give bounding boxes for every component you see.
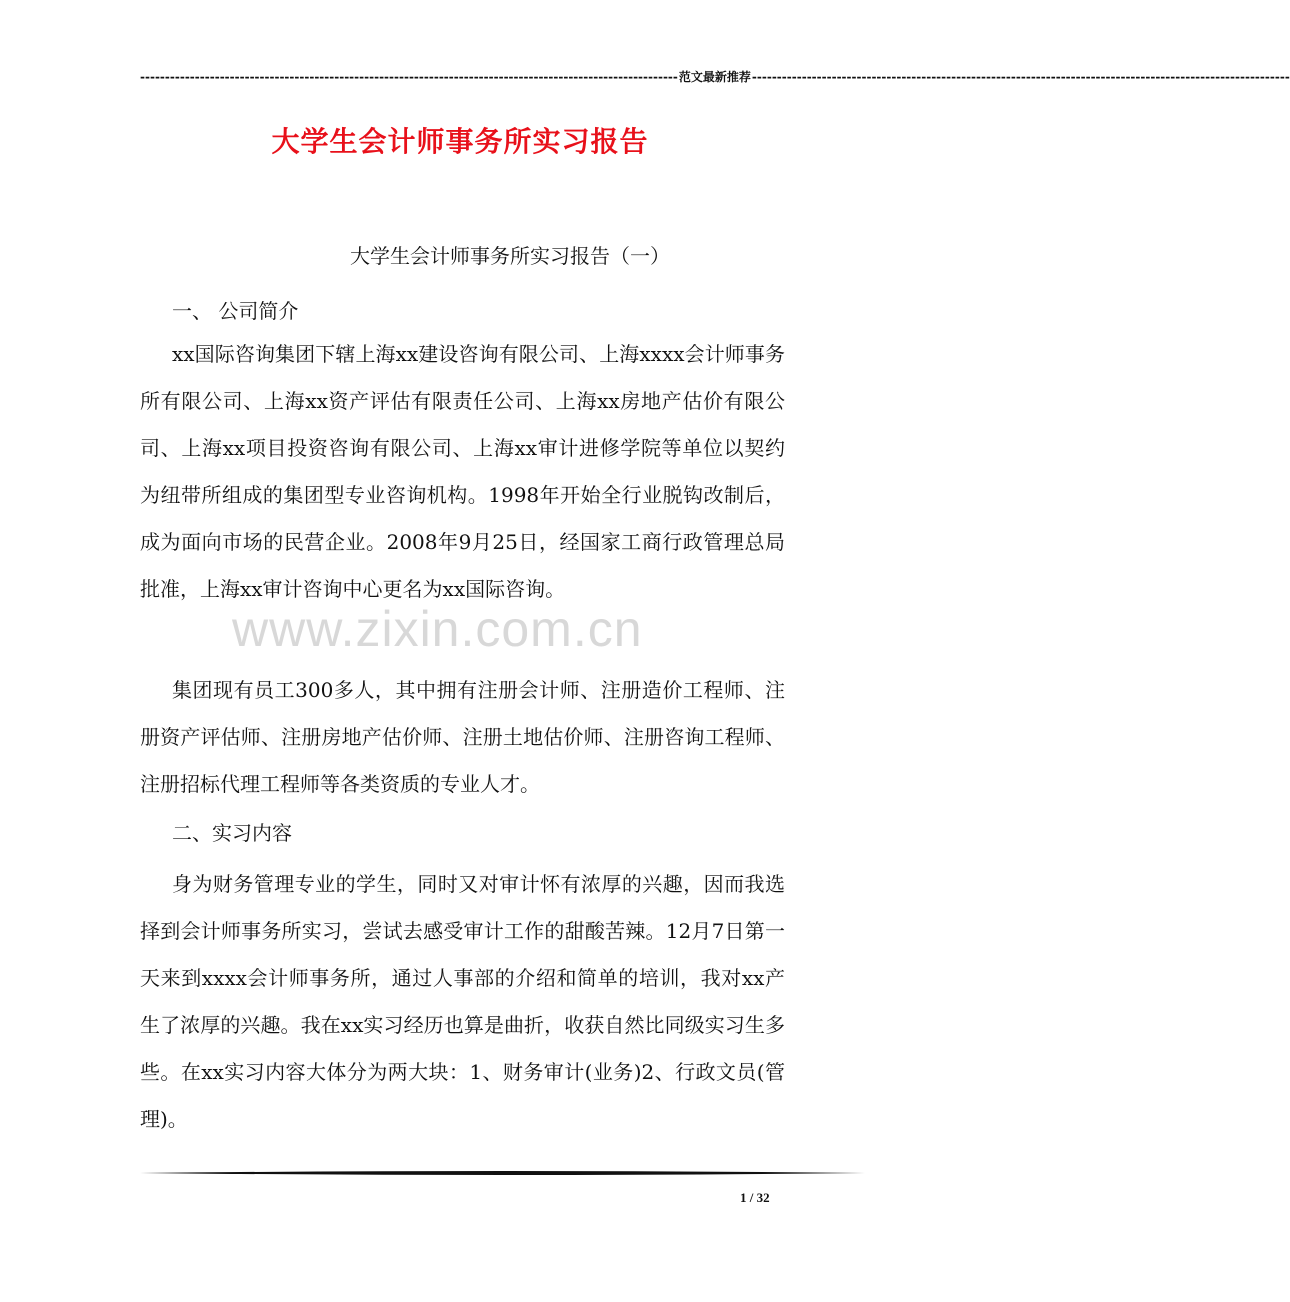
page-number: 1 / 32 — [740, 1190, 770, 1205]
document-title: 大学生会计师事务所实习报告 — [271, 125, 649, 158]
header-rule — [140, 68, 1290, 85]
header-dashes-left: ------------------------------------------------------------------------------------------------------------ — [140, 69, 678, 84]
paragraph-company-intro: xx国际咨询集团下辖上海xx建设咨询有限公司、上海xxxx会计师事务所有限公司、上海xx资产评估有限责任公司、上海xx房地产估价有限公司、上海xx项目投资咨询有限公司、上海xx审计进修学院等单位以契约为纽带所组成的集团型专业咨询机构。1998年开始全行业脱钩改制后，成为面向市场的民营企业。2008年9月25日，经国家工商行政管理总局批准，上海xx审计咨询中心更名为xx国际咨询。 — [140, 342, 785, 601]
header-label: 范文最新推荐 — [678, 70, 751, 84]
document-subtitle: 大学生会计师事务所实习报告（一） — [350, 244, 670, 268]
section-heading-company: 一、 公司简介 — [172, 299, 299, 323]
header-dashes-right: ------------------------------------------------------------------------------------------------------------ — [751, 69, 1290, 84]
paragraph-internship-content: 身为财务管理专业的学生，同时又对审计怀有浓厚的兴趣，因而我选择到会计师事务所实习，尝试去感受审计工作的甜酸苦辣。12月7日第一天来到xxxx会计师事务所，通过人事部的介绍和简单的培训，我对xx产生了浓厚的兴趣。我在xx实习经历也算是曲折，收获自然比同级实习生多些。在xx实习内容大体分为两大块：1、财务审计(业务)2、行政文员(管理)。 — [140, 872, 785, 1131]
footer-divider — [140, 1170, 865, 1176]
paragraph-staff: 集团现有员工300多人，其中拥有注册会计师、注册造价工程师、注册资产评估师、注册房地产估价师、注册土地估价师、注册咨询工程师、注册招标代理工程师等各类资质的专业人才。 — [140, 678, 785, 796]
watermark: www.zixin.com.cn — [232, 601, 643, 657]
section-heading-internship: 二、实习内容 — [172, 821, 292, 845]
